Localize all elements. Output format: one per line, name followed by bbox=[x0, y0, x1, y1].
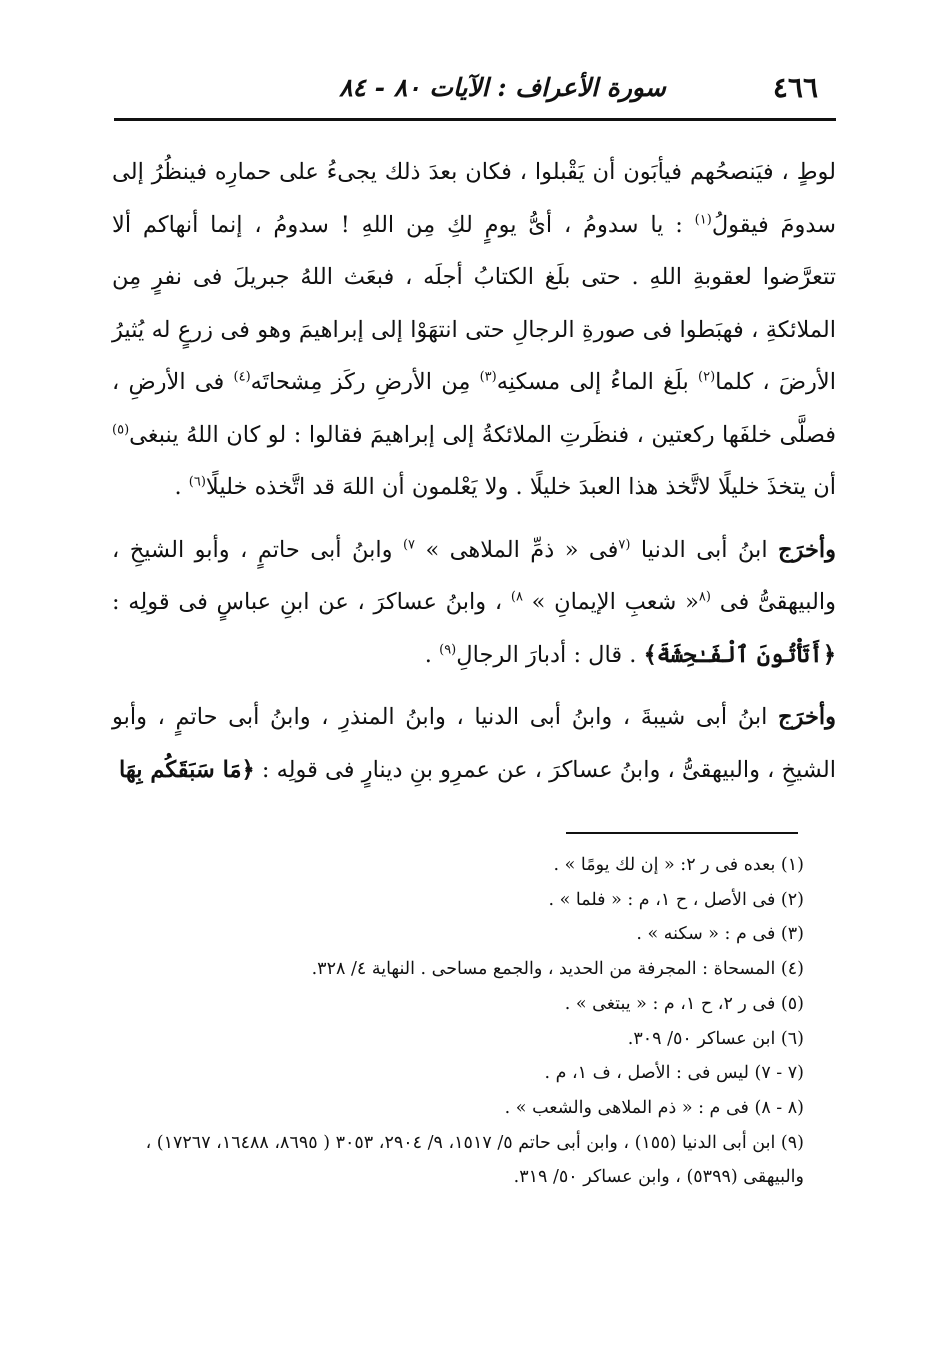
footnote-separator bbox=[566, 832, 798, 834]
page-number: ٤٦٦ bbox=[772, 70, 818, 104]
footnote-ref: (٥) bbox=[112, 422, 130, 437]
footnote-ref: (٢) bbox=[698, 369, 716, 385]
footnote-ref: (١) bbox=[694, 212, 712, 227]
text-run: ابنُ أبى شيبةَ ، وابنُ أبى الدنيا ، وابنُ المنذرِ ، وابنُ أبى حاتمٍ ، وأبو الشيخِ ، والبيهقىُّ ، وابنُ عساكرَ ، عن عمرِو بنِ دينارٍ فى قولِه : bbox=[112, 704, 836, 783]
text-run: بلَغ الماءُ إلى مسكنِه bbox=[496, 369, 699, 395]
text-run: ، وابنُ عساكرَ ، عن ابنِ عباسٍ فى قولِه : bbox=[112, 589, 511, 615]
footnote: (١) بعده فى ر ٢: « إن لك يومًا » . bbox=[553, 855, 804, 875]
text-run: . قال : أدبارَ الرجالِ bbox=[456, 641, 644, 668]
text-run: لوطٍ ، فيَنصحُهم فيأبَون أن يَقْبلوا ، فكان بعدَ ذلك يجىءُ على حمارِه فينظُرُ إلى سدومَ فيقولُ bbox=[112, 159, 836, 238]
paragraph-3 bbox=[112, 691, 836, 796]
footnote-ref: ٨) bbox=[510, 589, 523, 605]
footnotes bbox=[112, 848, 804, 1195]
text-run: : يا سدومُ ، أىُّ يومٍ لكِ مِن اللهِ ! سدومُ ، إنما أنهاكم ألا تتعرَّضوا لعقوبةِ اللهِ . حتى بلَغ الكتابُ أجلَه ، فبعَث اللهُ جبريلَ فى نفرٍ مِن الملائكةِ ، فهبَطوا فى صورةِ الرجالِ حتى انتهَوْا إلى إبراهيمَ وهو فى زرعٍ له يُثيرُ الأرضَ ، كلما bbox=[112, 211, 836, 395]
text-run: فى « ذمِّ الملاهى » bbox=[415, 536, 619, 563]
text-run: « شعبِ الإيمانِ » bbox=[522, 589, 699, 615]
footnote-ref: (٨ bbox=[698, 589, 711, 605]
text-run: . bbox=[174, 474, 189, 500]
text-run: مِن الأرضِ ركَز مِشحاتَه bbox=[250, 369, 480, 395]
footnote-ref: ٧) bbox=[402, 537, 416, 552]
text-run: وابنُ أبى حاتمٍ ، وأبو الشيخِ ، والبيهقىُّ فى bbox=[112, 536, 836, 615]
header-rule bbox=[114, 118, 836, 121]
footnote: (٥) فى ر ٢، ح ١، م : « يبتغى » . bbox=[564, 993, 804, 1014]
text-run: ابنُ أبى الدنيا bbox=[630, 536, 779, 563]
paragraph-1 bbox=[112, 146, 836, 514]
footnote: (٣) فى م : « سكنه » . bbox=[636, 924, 804, 945]
paragraph-lead: وأخرَج bbox=[778, 536, 836, 563]
footnote: (٢) فى الأصل ، ح ١، م : « فلما » . bbox=[548, 889, 804, 910]
footnote-ref: (٦) bbox=[188, 474, 206, 490]
paragraph-lead: وأخرَج bbox=[778, 704, 836, 730]
footnote: (٨ - ٨) فى م : « ذم الملاهى والشعب » . bbox=[504, 1097, 804, 1118]
text-run: أن يتخذَ خليلًا لاتَّخذ هذا العبدَ خليلًا . ولا يَعْلمون أن اللهَ قد اتَّخذه خليلًا bbox=[205, 474, 836, 500]
footnote: (٧ - ٧) ليس فى : الأصل ، ف ١، م . bbox=[544, 1063, 804, 1084]
text-run: . bbox=[424, 641, 440, 668]
paragraph-2 bbox=[112, 524, 836, 682]
running-title: سورة الأعراف : الآيات ٨٠ - ٨٤ bbox=[339, 72, 666, 102]
main-text bbox=[112, 146, 836, 796]
footnote-ref: (٩) bbox=[439, 642, 457, 657]
footnote-ref: (٤) bbox=[233, 369, 251, 385]
footnote: (٦) ابن عساكر ٥٠/ ٣٠٩. bbox=[627, 1028, 804, 1049]
quran-quote: ﴿مَا سَبَقَكُم بِهَا bbox=[119, 756, 255, 783]
footnote-ref: (٧ bbox=[618, 537, 631, 552]
footnote: (٤) المسحاة : المجرفة من الحديد ، والجمع مساحى . النهاية ٤/ ٣٢٨. bbox=[311, 959, 804, 980]
quran-quote: ﴿أَتَأْتُونَ ٱلْفَـٰحِشَةَ﴾ bbox=[643, 641, 836, 668]
footnote: (٩) ابن أبى الدنيا (١٥٥) ، وابن أبى حاتم ٥/ ١٥١٧، ٩/ ٢٩٠٤، ٣٠٥٣ ( ٨٦٩٥، ١٦٤٨٨، ١٧٢٦٧) ، والبيهقى (٥٣٩٩) ، وابن عساكر ٥٠/ ٣١٩. bbox=[145, 1132, 804, 1188]
page-header bbox=[112, 62, 836, 112]
footnote-ref: (٣) bbox=[479, 369, 497, 385]
text-run: فى الأرضِ ، فصلَّى خلفَها ركعتين ، فنظَرتِ الملائكةُ إلى إبراهيمَ فقالوا : لو كان اللهُ ينبغى bbox=[112, 369, 836, 448]
